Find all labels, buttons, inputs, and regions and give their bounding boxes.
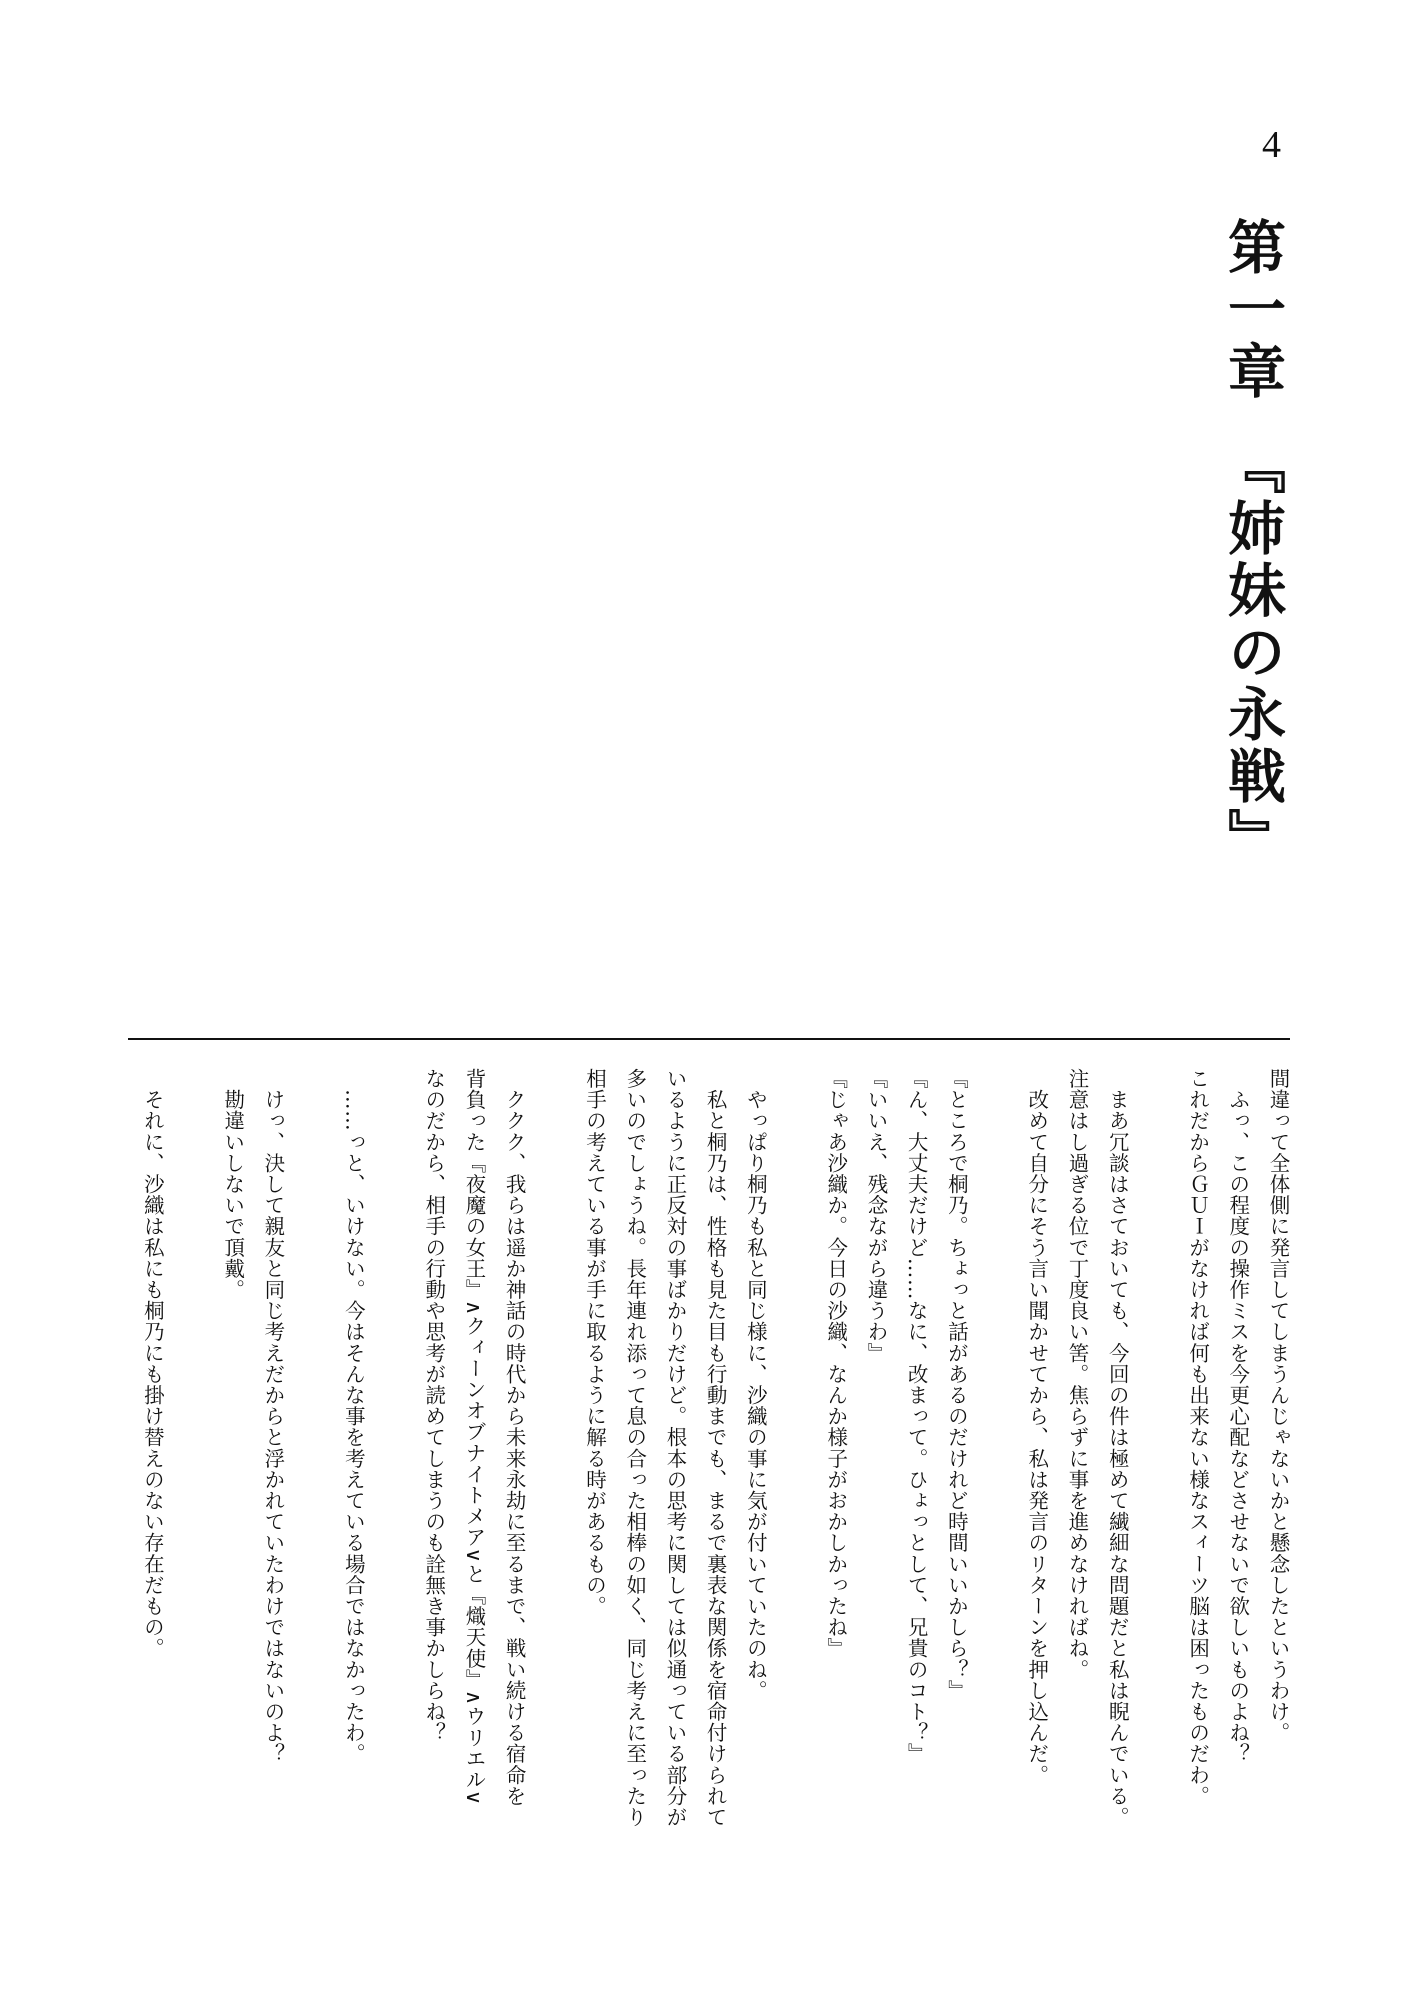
blank-line	[775, 1068, 815, 1868]
text-line: ククク、我らは遥か神話の時代から未来永劫に至るまで、戦い続ける宿命を	[502, 1068, 527, 1807]
text-line: ……っと、いけない。今はそんな事を考えている場合ではなかったわ。	[341, 1068, 366, 1765]
text-line: 相手の考えている事が手に取るように解る時があるもの。	[582, 1068, 607, 1617]
text-line: やっぱり桐乃も私と同じ様に、沙織の事に気が付いていたのね。	[743, 1068, 768, 1701]
page-number: 4	[1262, 124, 1281, 166]
text-line: けっ、決して親友と同じ考えだからと浮かれていたわけではないのよ？	[260, 1068, 285, 1765]
blank-line	[976, 1068, 1016, 1868]
text-line: 多いのでしょうね。長年連れ添って息の合った相棒の如く、同じ考えに至ったり	[622, 1068, 647, 1828]
blank-line	[534, 1068, 574, 1868]
text-line: 『いいえ、残念ながら違うわ』	[863, 1068, 888, 1364]
chapter-title: 第一章 『姉妹の永戦』	[1218, 217, 1286, 870]
text-line: これだからＧＵＩがなければ何も出来ない様なスィーツ脳は困ったものだわ。	[1185, 1068, 1210, 1807]
text-line: 『ん、大丈夫だけど……なに、改まって。ひょっとして、兄貴のコト？』	[904, 1068, 929, 1765]
text-line: 注意はし過ぎる位で丁度良い筈。焦らずに事を進めなければね。	[1064, 1068, 1089, 1680]
text-line: ふっ、この程度の操作ミスを今更心配などさせないで欲しいものよね？	[1225, 1068, 1250, 1765]
text-line: まあ冗談はさておいても、今回の件は極めて繊細な問題だと私は睨んでいる。	[1105, 1068, 1130, 1828]
blank-line	[373, 1068, 413, 1868]
blank-line	[1137, 1068, 1177, 1868]
text-line: なのだから、相手の行動や思考が読めてしまうのも詮無き事かしらね？	[421, 1068, 446, 1744]
top-text-block	[128, 205, 1298, 1030]
blank-line	[172, 1068, 212, 1868]
text-line: 勘違いしないで頂戴。	[220, 1068, 245, 1301]
blank-line	[293, 1068, 333, 1868]
bottom-text-block	[128, 1068, 1298, 1868]
text-line: 間違って全体側に発言してしまうんじゃないかと懸念したというわけ。	[1266, 1068, 1290, 1744]
text-line: 『ところで桐乃。ちょっと話があるのだけれど時間いいかしら？』	[944, 1068, 969, 1701]
section-divider	[128, 1038, 1290, 1040]
bottom-body-text	[132, 1068, 1298, 1868]
text-line: それに、沙織は私にも桐乃にも掛け替えのない存在だもの。	[140, 1068, 165, 1659]
text-line: 『じゃあ沙織か。今日の沙織、なんか様子がおかしかったね』	[823, 1068, 848, 1659]
text-line: いるように正反対の事ばかりだけど。根本の思考に関しては似通っている部分が	[662, 1068, 687, 1828]
text-line: 私と桐乃は、性格も見た目も行動までも、まるで裏表な関係を宿命付けられて	[703, 1068, 728, 1828]
text-line: 改めて自分にそう言い聞かせてから、私は発言のリターンを押し込んだ。	[1024, 1068, 1049, 1786]
text-line: 背負った『夜魔の女王』∧クィーンオブナイトメア∨と『熾天使』∧ウリエル∨	[461, 1068, 486, 1806]
